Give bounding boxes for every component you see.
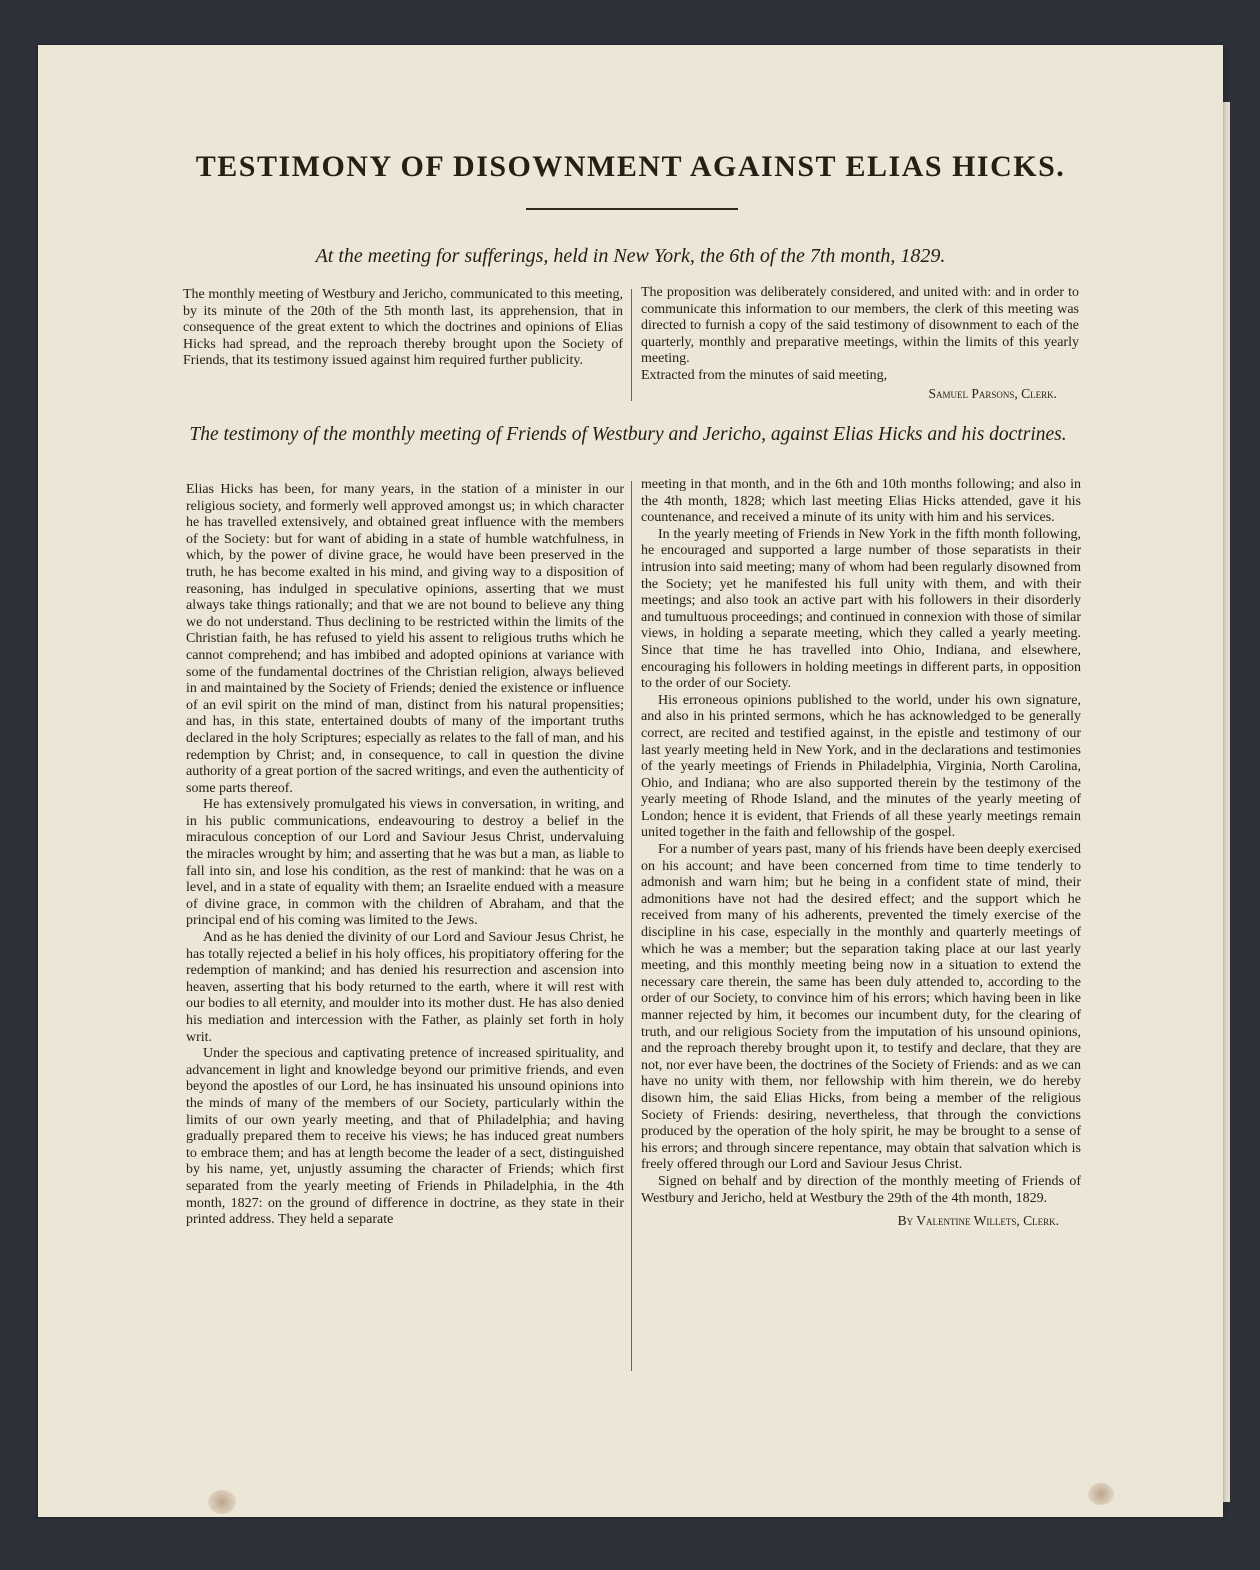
header-right-paragraph: The proposition was deliberately considered, and united with: and in order to communicate this information to our members, the clerk of this meeting was directed to furnish a copy of the said testimony of disownment to each of the quarterly, monthly and preparative meetings, within the limits of this yearly meeting.: [641, 285, 1079, 367]
header-right-column: [641, 285, 1079, 402]
testimony-left-column: [186, 482, 624, 1229]
foxing-stain: [208, 1490, 236, 1514]
paragraph: meeting in that month, and in the 6th and 10th months following; and also in the 4th month, 1828; which last meeting Elias Hicks attended, gave it his countenance, and received a minute of its unity with him and his services.: [641, 477, 1081, 526]
paragraph: Signed on behalf and by direction of the monthly meeting of Friends of Westbury and Jericho, held at Westbury the 29th of the 4th month, 1829.: [641, 1173, 1081, 1206]
testimony-signature: By Valentine Willets, Clerk.: [897, 1213, 1059, 1229]
header-left-paragraph: The monthly meeting of Westbury and Jericho, communicated to this meeting, by its minute of the 20th of the 5th month last, its apprehension, that in consequence of the great extent to which the doctrines and opinions of Elias Hicks had spread, and the reproach thereby brought upon the Society of Friends, that its testimony issued against him required further publicity.: [183, 287, 623, 369]
paragraph: Elias Hicks has been, for many years, in the station of a minister in our religious society, and formerly well approved amongst us; in which character he has travelled extensively, and obtained great influence with the members of the Society: but for want of abiding in a state of humble watchfulness, in which, by the power of divine grace, he would have been preserved in the truth, he has become exalted in his mind, and giving way to a disposition of reasoning, has indulged in speculative opinions, asserting that we must always take things rationally; and that we are not bound to believe any thing we do not understand. Thus declining to be restricted within the limits of the Christian faith, he has refused to yield his assent to religious truths which he cannot comprehend; and has imbibed and adopted opinions at variance with some of the fundamental doctrines of the Christian religion, always believed in and maintained by the Society of Friends; denied the existence or influence of an evil spirit on the mind of man, distinct from his natural propensities; and has, in this state, entertained doubts of many of the important truths declared in the holy Scriptures; especially as relates to the fall of man, and his redemption by Christ; and, in consequence, to call in question the divine authority of a great portion of the sacred writings, and even the authenticity of some parts thereof.: [186, 482, 624, 796]
header-signature: Samuel Parsons, Clerk.: [928, 385, 1057, 401]
title-rule: [526, 208, 738, 210]
header-column-divider: [631, 289, 632, 401]
paragraph: His erroneous opinions published to the world, under his own signature, and also in his printed sermons, which he has acknowledged to be generally correct, are recited and testified against, in the epistle and testimony of our last yearly meeting held in New York, and in the declarations and testimonies of the yearly meetings of Friends in Philadelphia, Virginia, North Carolina, Ohio, and Indiana; who are also supported therein by the testimony of the yearly meeting of Rhode Island, and the minutes of the yearly meeting of London; hence it is evident, that Friends of all these yearly meetings remain united together in the faith and fellowship of the gospel.: [641, 692, 1081, 841]
testimony-column-divider: [631, 481, 632, 1371]
paragraph: Under the specious and captivating pretence of increased spirituality, and advancement in light and knowledge beyond our primitive friends, and even beyond the apostles of our Lord, he has insinuated his unsound opinions into the minds of many of the members of our Society, particularly within the limits of our own yearly meeting, and that of Philadelphia; and having gradually prepared them to receive his views; he has induced great numbers to embrace them; and has at length become the leader of a sect, distinguished by his name, yet, unjustly assuming the character of Friends; which first separated from the yearly meeting of Friends in Philadelphia, in the 4th month, 1827: on the ground of difference in doctrine, as they state in their printed address. They held a separate: [186, 1046, 624, 1228]
paragraph: In the yearly meeting of Friends in New York in the fifth month following, he encouraged and supported a large number of those separatists in their intrusion into said meeting; many of whom had been regularly disowned from the Society; yet he manifested his full unity with them, and with their meetings; and also took an active part with his followers in their disorderly and tumultuous proceedings; and continued in connexion with those of similar views, in holding a separate meeting, which they called a yearly meeting. Since that time he has travelled into Ohio, Indiana, and elsewhere, encouraging his followers in holding meetings in different parts, in opposition to the order of our Society.: [641, 526, 1081, 692]
paragraph: He has extensively promulgated his views in conversation, in writing, and in his public communications, endeavouring to destroy a belief in the miraculous conception of our Lord and Saviour Jesus Christ, undervaluing the miracles wrought by him; and asserting that he was but a man, as liable to fall into sin, and lose his condition, as the rest of mankind: that he was on a level, and in a state of equality with them; an Israelite endued with a measure of divine grace, in common with the children of Abraham, and that the principal end of his coming was limited to the Jews.: [186, 797, 624, 929]
printed-broadside: [38, 45, 1223, 1517]
meeting-heading: At the meeting for sufferings, held in New York, the 6th of the 7th month, 1829.: [315, 245, 946, 267]
testimony-right-column: [641, 477, 1081, 1230]
foxing-stain: [1088, 1483, 1114, 1505]
paragraph: And as he has denied the divinity of our Lord and Saviour Jesus Christ, he has totally rejected a belief in his holy offices, his propitiatory offering for the redemption of mankind; and has denied his resurrection and ascension into heaven, asserting that his body returned to the earth, where it will rest with our bodies to all eternity, and moulder into its mother dust. He has also denied his mediation and intercession with the Father, as plainly set forth in holy writ.: [186, 930, 624, 1045]
extract-line: Extracted from the minutes of said meeting,: [641, 367, 888, 383]
document-title: TESTIMONY OF DISOWNMENT AGAINST ELIAS HICKS.: [195, 150, 1066, 183]
testimony-heading: The testimony of the monthly meeting of Friends of Westbury and Jericho, against Elias Hicks and his doctrines.: [189, 424, 1067, 445]
paragraph: For a number of years past, many of his friends have been deeply exercised on his account; and have been concerned from time to time tenderly to admonish and warn him; but he being in a confident state of mind, their admonitions have not had the desired effect; and the support which he received from many of his adherents, prevented the timely exercise of the discipline in his case, especially in the monthly and quarterly meetings of which he was a member; but the separation taking place at our last yearly meeting, and this monthly meeting being now in a situation to extend the necessary care therein, the same has been duly attended to, according to the order of our Society, to convince him of his errors; which having been in like manner rejected by him, it becomes our incumbent duty, for the clearing of truth, and our religious Society from the imputation of his unsound opinions, and the reproach thereby brought upon it, to testify and declare, that they are not, nor ever have been, the doctrines of the Society of Friends: and as we can have no unity with them, nor fellowship with him therein, we do hereby disown him, the said Elias Hicks, from being a member of the religious Society of Friends: desiring, nevertheless, that through the convictions produced by the operation of the holy spirit, he may be brought to a sense of his errors; and through sincere repentance, may obtain that salvation which is freely offered through our Lord and Saviour Jesus Christ.: [641, 842, 1081, 1173]
header-left-column: [183, 287, 623, 370]
